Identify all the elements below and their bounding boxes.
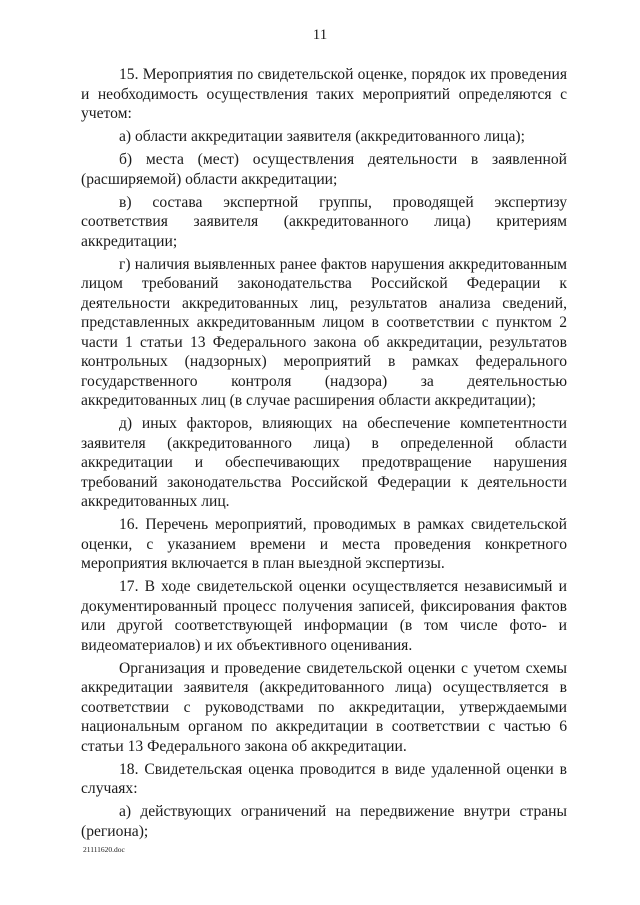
document-body [81, 65, 567, 845]
paragraph-15-d: д) иных факторов, влияющих на обеспечение компетентности заявителя (аккредитованного лица) в определенной области аккредитации и обеспечивающих предотвращение нарушения требований законодательства Российской Федерации к деятельности аккредитованных лиц. [81, 415, 567, 510]
paragraph-15-v: в) состава экспертной группы, проводящей экспертизу соответствия заявителя (аккредитованного лица) критериям аккредитации; [81, 193, 567, 250]
paragraph-17: 17. В ходе свидетельской оценки осуществляется независимый и документированный процесс получения записей, фиксирования фактов или другой соответствующей информации (в том числе фото- и видеоматериалов) и их объективного оценивания. [81, 578, 567, 654]
paragraph-16: 16. Перечень мероприятий, проводимых в рамках свидетельской оценки, с указанием времени и места проведения конкретного мероприятия включается в план выездной экспертизы. [81, 516, 567, 572]
document-file-code: 21111620.doc [83, 845, 125, 854]
page-number: 11 [312, 27, 328, 43]
paragraph-15: 15. Мероприятия по свидетельской оценке, порядок их проведения и необходимость осуществления таких мероприятий определяются с учетом: [81, 66, 567, 122]
paragraph-18-a: а) действующих ограничений на передвижение внутри страны (региона); [81, 803, 567, 840]
paragraph-15-b: б) места (мест) осуществления деятельности в заявленной (расширяемой) области аккредитации; [81, 151, 567, 188]
paragraph-17-organization: Организация и проведение свидетельской оценки с учетом схемы аккредитации заявителя (аккредитованного лица) осуществляется в соответствии с руководствами по аккредитации, утверждаемыми национальным органом по аккредитации в соответствии с частью 6 статьи 13 Федерального закона об аккредитации. [81, 659, 567, 755]
paragraph-18: 18. Свидетельская оценка проводится в виде удаленной оценки в случаях: [81, 760, 567, 797]
paragraph-15-a: а) области аккредитации заявителя (аккредитованного лица); [119, 128, 525, 145]
paragraph-15-g: г) наличия выявленных ранее фактов нарушения аккредитованным лицом требований законодательства Российской Федерации к деятельности аккредитованных лиц, результатов анализа сведений, представленных аккредитованным лицом в соответствии с пунктом 2 части 1 статьи 13 Федерального закона об аккредитации, результатов контрольных (надзорных) мероприятий в рамках федерального государственного контроля (надзора) за деятельностью аккредитованных лиц (в случае расширения области аккредитации); [81, 255, 567, 409]
